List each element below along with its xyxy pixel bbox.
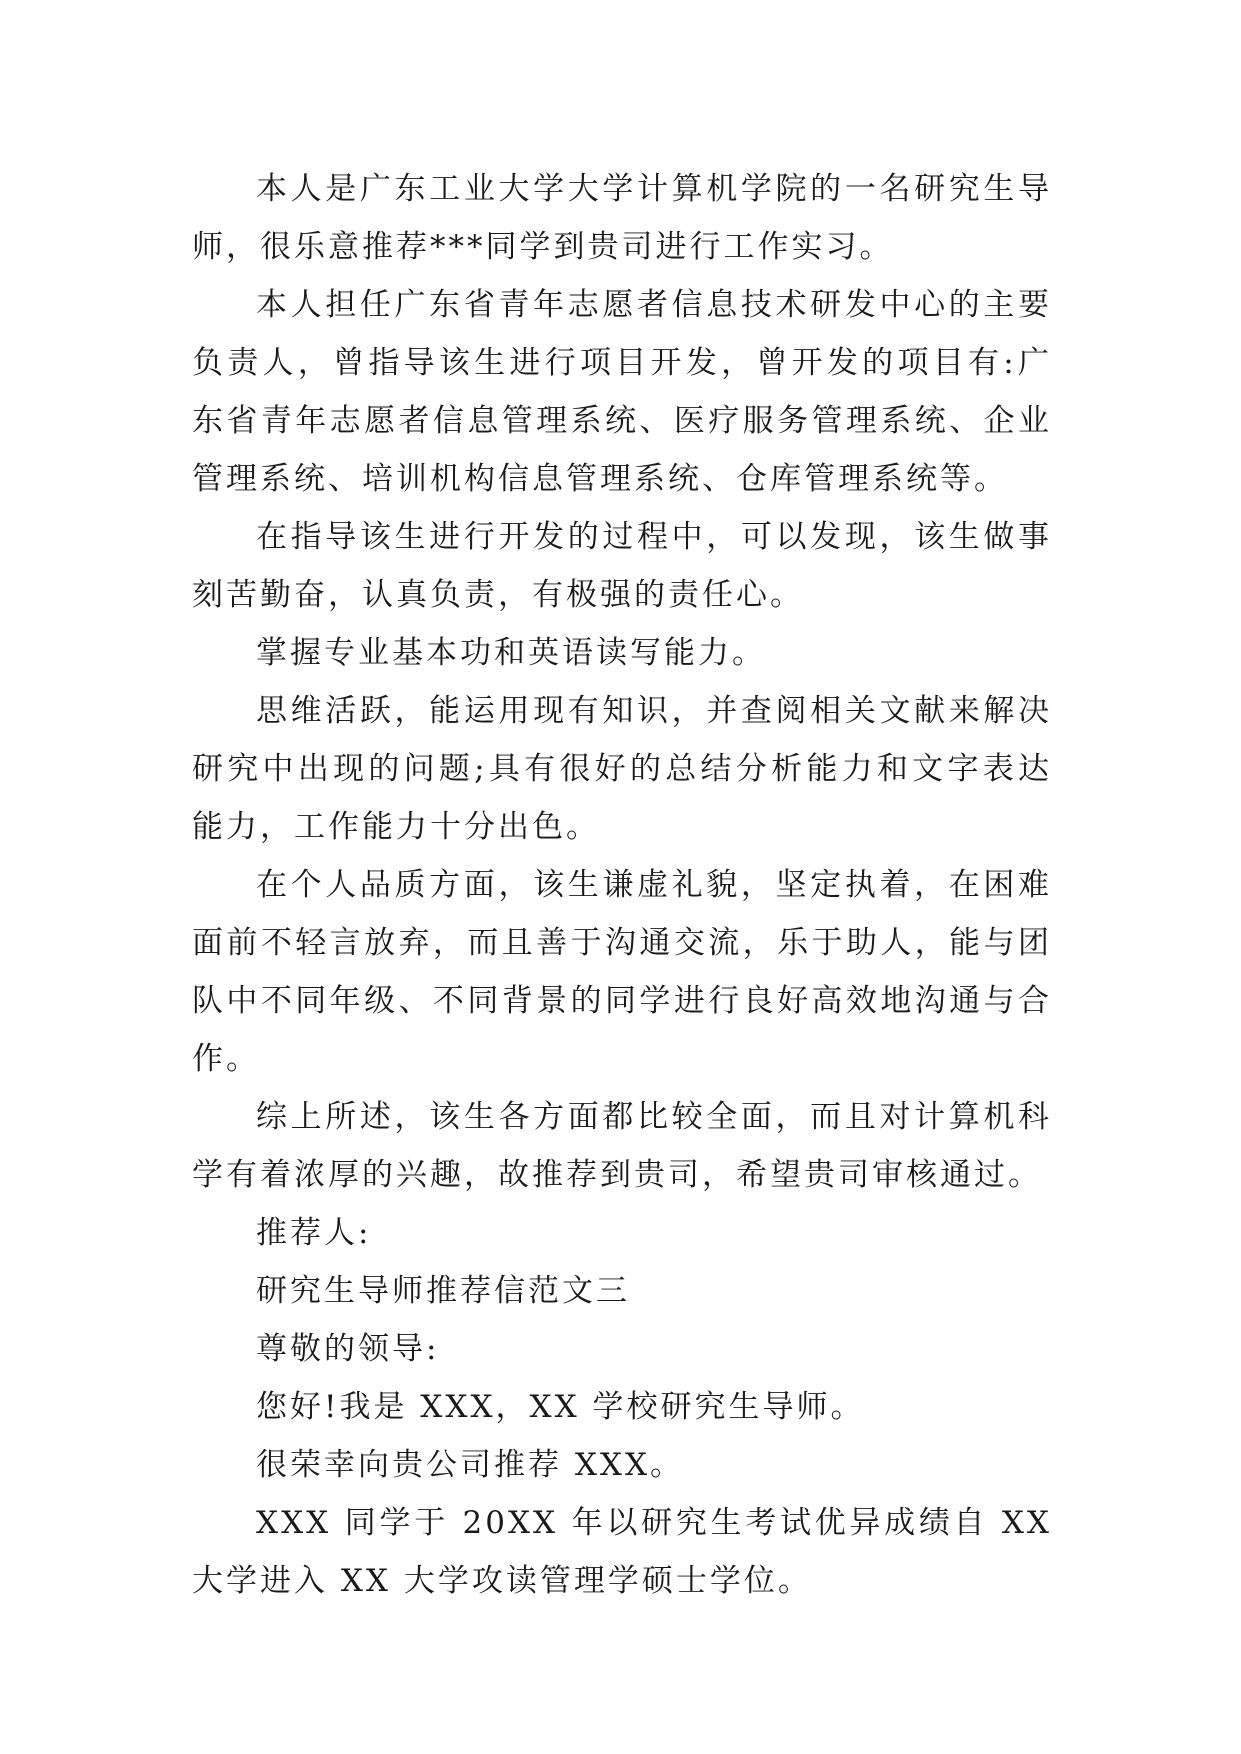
paragraph-1: 本人是广东工业大学大学计算机学院的一名研究生导师，很乐意推荐***同学到贵司进行工作实习。 [192,171,1052,265]
recommendation-paragraph: 很荣幸向贵公司推荐 XXX。 [256,1447,685,1483]
greeting-paragraph: 您好!我是 XXX，XX 学校研究生导师。 [256,1389,865,1425]
recommender-line: 推荐人: [256,1215,372,1251]
document-body [192,160,1052,1610]
paragraph-3: 在指导该生进行开发的过程中，可以发现，该生做事刻苦勤奋，认真负责，有极强的责任心。 [192,519,1052,613]
paragraph-4: 掌握专业基本功和英语读写能力。 [256,635,766,671]
paragraph-6: 在个人品质方面，该生谦虚礼貌，坚定执着，在困难面前不轻言放弃，而且善于沟通交流，乐于助人，能与团队中不同年级、不同背景的同学进行良好高效地沟通与合作。 [192,867,1052,1077]
paragraph-7: 综上所述，该生各方面都比较全面，而且对计算机科学有着浓厚的兴趣，故推荐到贵司，希望贵司审核通过。 [192,1099,1052,1193]
paragraph-5: 思维活跃，能运用现有知识，并查阅相关文献来解决研究中出现的问题;具有很好的总结分析能力和文字表达能力，工作能力十分出色。 [192,693,1052,845]
salutation: 尊敬的领导: [256,1331,440,1367]
section-title: 研究生导师推荐信范文三 [256,1273,630,1309]
paragraph-2: 本人担任广东省青年志愿者信息技术研发中心的主要负责人，曾指导该生进行项目开发，曾开发的项目有:广东省青年志愿者信息管理系统、医疗服务管理系统、企业管理系统、培训机构信息管理系统、仓库管理系统等。 [192,287,1052,497]
student-background-paragraph: XXX 同学于 20XX 年以研究生考试优异成绩自 XX 大学进入 XX 大学攻读管理学硕士学位。 [192,1505,1052,1599]
